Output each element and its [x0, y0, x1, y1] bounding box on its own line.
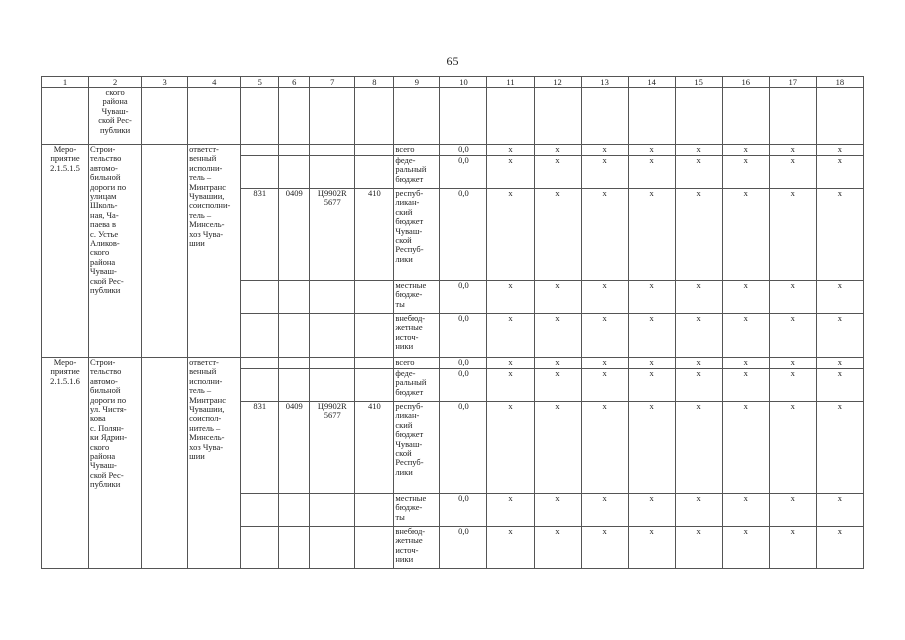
column-number: 16 [722, 77, 769, 88]
mark: x [816, 527, 863, 569]
vr-code: 410 [355, 189, 394, 281]
mark: x [675, 494, 722, 527]
mark: x [769, 156, 816, 189]
empty-cell [675, 88, 722, 145]
empty-cell [310, 145, 355, 156]
empty-cell [279, 281, 310, 314]
mark: x [722, 156, 769, 189]
empty-cell [241, 369, 279, 402]
empty-cell [310, 281, 355, 314]
mark: x [722, 189, 769, 281]
empty-cell [355, 369, 394, 402]
amount: 0,0 [440, 369, 487, 402]
column-number: 6 [279, 77, 310, 88]
amount: 0,0 [440, 402, 487, 494]
column-number: 5 [241, 77, 279, 88]
empty-cell [310, 156, 355, 189]
mark: x [722, 527, 769, 569]
amount: 0,0 [440, 145, 487, 156]
empty-cell [241, 527, 279, 569]
empty-cell [241, 281, 279, 314]
mark: x [769, 527, 816, 569]
empty-cell [355, 281, 394, 314]
funding-source: респуб- ликан- ский бюджет Чуваш- ской Респуб- лики [394, 402, 440, 494]
mark: x [534, 314, 581, 358]
mark: x [628, 145, 675, 156]
mark: x [628, 527, 675, 569]
mark: x [581, 281, 628, 314]
column-number: 9 [394, 77, 440, 88]
csr-code: Ц9902R 5677 [310, 402, 355, 494]
mark: x [675, 369, 722, 402]
funding-source: местные бюдже- ты [394, 281, 440, 314]
mark: x [487, 402, 534, 494]
empty-cell [241, 145, 279, 156]
empty-cell [769, 88, 816, 145]
mark: x [816, 494, 863, 527]
mark: x [581, 402, 628, 494]
empty-cell [355, 358, 394, 369]
funding-source: внебюд- жетные источ- ники [394, 527, 440, 569]
measure-executor: ответст- венный исполни- тель – Минтранс Чувашии, соиспол- нитель – Минсель- хоз Чува- шии [188, 358, 241, 569]
amount: 0,0 [440, 281, 487, 314]
mark: x [722, 358, 769, 369]
measure-label: Меро- приятие 2.1.5.1.6 [42, 358, 89, 569]
empty-cell [394, 88, 440, 145]
empty-cell [581, 88, 628, 145]
funding-source: всего [394, 145, 440, 156]
empty-cell [487, 88, 534, 145]
empty-cell [722, 88, 769, 145]
empty-cell [142, 358, 188, 569]
mark: x [722, 369, 769, 402]
mark: x [581, 494, 628, 527]
empty-cell [279, 494, 310, 527]
mark: x [534, 145, 581, 156]
vr-code: 410 [355, 402, 394, 494]
mark: x [769, 189, 816, 281]
mark: x [769, 314, 816, 358]
mark: x [722, 402, 769, 494]
measure-label: Меро- приятие 2.1.5.1.5 [42, 145, 89, 358]
empty-cell [188, 88, 241, 145]
mark: x [675, 145, 722, 156]
empty-cell [310, 314, 355, 358]
empty-cell [42, 88, 89, 145]
mark: x [487, 494, 534, 527]
mark: x [816, 314, 863, 358]
grbs-code: 831 [241, 189, 279, 281]
mark: x [816, 156, 863, 189]
mark: x [816, 402, 863, 494]
column-number: 1 [42, 77, 89, 88]
mark: x [581, 527, 628, 569]
empty-cell [142, 88, 188, 145]
header-row [42, 77, 864, 88]
mark: x [487, 314, 534, 358]
amount: 0,0 [440, 314, 487, 358]
funding-source: всего [394, 358, 440, 369]
mark: x [534, 369, 581, 402]
mark: x [487, 369, 534, 402]
mark: x [581, 369, 628, 402]
mark: x [769, 358, 816, 369]
grbs-code: 831 [241, 402, 279, 494]
empty-cell [310, 369, 355, 402]
column-number: 14 [628, 77, 675, 88]
empty-cell [279, 369, 310, 402]
empty-cell [355, 527, 394, 569]
mark: x [487, 145, 534, 156]
empty-cell [279, 358, 310, 369]
mark: x [769, 145, 816, 156]
empty-cell [355, 145, 394, 156]
continued-name: ского района Чуваш- ской Рес- публики [89, 88, 142, 145]
mark: x [534, 527, 581, 569]
empty-cell [279, 156, 310, 189]
mark: x [628, 494, 675, 527]
empty-cell [310, 527, 355, 569]
mark: x [534, 358, 581, 369]
mark: x [487, 358, 534, 369]
mark: x [581, 189, 628, 281]
empty-cell [279, 527, 310, 569]
empty-cell [355, 88, 394, 145]
mark: x [675, 527, 722, 569]
empty-cell [628, 88, 675, 145]
funding-source: феде- ральный бюджет [394, 369, 440, 402]
mark: x [581, 156, 628, 189]
funding-source: внебюд- жетные источ- ники [394, 314, 440, 358]
mark: x [816, 189, 863, 281]
mark: x [769, 281, 816, 314]
column-number: 18 [816, 77, 863, 88]
column-number: 7 [310, 77, 355, 88]
mark: x [816, 358, 863, 369]
mark: x [675, 358, 722, 369]
mark: x [816, 145, 863, 156]
empty-cell [241, 156, 279, 189]
empty-cell [279, 314, 310, 358]
column-number: 10 [440, 77, 487, 88]
mark: x [628, 358, 675, 369]
column-number: 11 [487, 77, 534, 88]
mark: x [534, 494, 581, 527]
empty-cell [241, 358, 279, 369]
column-number: 13 [581, 77, 628, 88]
empty-cell [310, 494, 355, 527]
mark: x [675, 402, 722, 494]
measure-name: Строи- тельство автомо- бильной дороги по улицам Школь- ная, Ча- паева в с. Устье Аликов- ского района Чуваш- ской Рес- публики [89, 145, 142, 358]
measure-executor: ответст- венный исполни- тель – Минтранс Чувашии, соисполни- тель – Минсель- хоз Чува- шии [188, 145, 241, 358]
column-number: 3 [142, 77, 188, 88]
mark: x [722, 281, 769, 314]
mark: x [581, 145, 628, 156]
mark: x [722, 145, 769, 156]
mark: x [816, 281, 863, 314]
amount: 0,0 [440, 189, 487, 281]
mark: x [628, 369, 675, 402]
column-number: 8 [355, 77, 394, 88]
table-row [42, 145, 864, 156]
mark: x [628, 281, 675, 314]
funding-source: респуб- ликан- ский бюджет Чуваш- ской Респуб- лики [394, 189, 440, 281]
empty-cell [241, 88, 279, 145]
mark: x [487, 281, 534, 314]
mark: x [628, 156, 675, 189]
amount: 0,0 [440, 494, 487, 527]
mark: x [769, 402, 816, 494]
column-number: 17 [769, 77, 816, 88]
continuation-row [42, 88, 864, 145]
column-number: 4 [188, 77, 241, 88]
measure-name: Строи- тельство автомо- бильной дороги по ул. Чистя- кова с. Полян- ки Ядрин- ского района Чуваш- ской Рес- публики [89, 358, 142, 569]
amount: 0,0 [440, 156, 487, 189]
empty-cell [310, 88, 355, 145]
amount: 0,0 [440, 527, 487, 569]
mark: x [534, 281, 581, 314]
empty-cell [241, 314, 279, 358]
empty-cell [355, 156, 394, 189]
budget-table [41, 76, 864, 569]
mark: x [628, 189, 675, 281]
mark: x [675, 189, 722, 281]
funding-source: местные бюдже- ты [394, 494, 440, 527]
amount: 0,0 [440, 358, 487, 369]
empty-cell [440, 88, 487, 145]
mark: x [581, 314, 628, 358]
table-row [42, 358, 864, 369]
mark: x [816, 369, 863, 402]
empty-cell [310, 358, 355, 369]
empty-cell [241, 494, 279, 527]
mark: x [675, 156, 722, 189]
mark: x [628, 402, 675, 494]
mark: x [581, 358, 628, 369]
mark: x [534, 156, 581, 189]
empty-cell [355, 494, 394, 527]
mark: x [534, 189, 581, 281]
rzpr-code: 0409 [279, 189, 310, 281]
mark: x [722, 494, 769, 527]
mark: x [675, 281, 722, 314]
column-number: 15 [675, 77, 722, 88]
csr-code: Ц9902R 5677 [310, 189, 355, 281]
mark: x [769, 369, 816, 402]
empty-cell [142, 145, 188, 358]
empty-cell [279, 88, 310, 145]
mark: x [722, 314, 769, 358]
mark: x [628, 314, 675, 358]
column-number: 2 [89, 77, 142, 88]
mark: x [769, 494, 816, 527]
empty-cell [816, 88, 863, 145]
empty-cell [355, 314, 394, 358]
mark: x [487, 156, 534, 189]
mark: x [487, 189, 534, 281]
rzpr-code: 0409 [279, 402, 310, 494]
empty-cell [279, 145, 310, 156]
mark: x [534, 402, 581, 494]
page-number: 65 [446, 54, 459, 68]
mark: x [675, 314, 722, 358]
funding-source: феде- ральный бюджет [394, 156, 440, 189]
empty-cell [534, 88, 581, 145]
column-number: 12 [534, 77, 581, 88]
mark: x [487, 527, 534, 569]
